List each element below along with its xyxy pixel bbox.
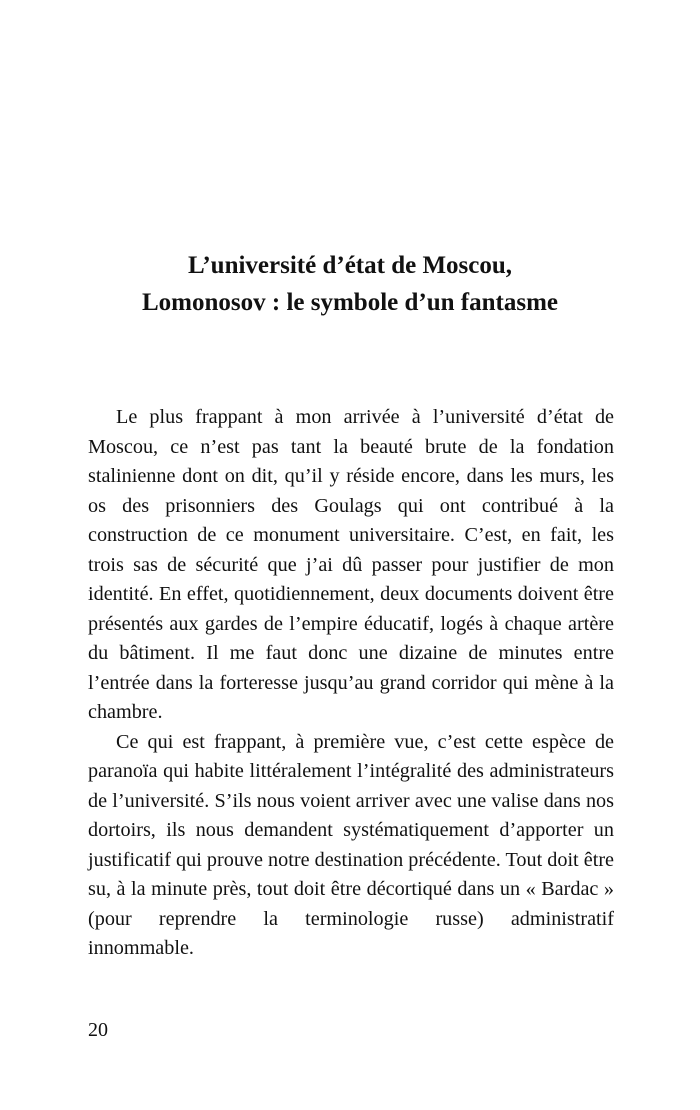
chapter-title-line-1: L’université d’état de Moscou, <box>187 252 513 279</box>
page-number: 20 <box>88 1019 108 1041</box>
body-text <box>88 403 614 964</box>
paragraph-2: Ce qui est frappant, à première vue, c’est cette espèce de paranoïa qui habite littéralement l’intégralité des administrateurs de l’université. S’ils nous voient arriver avec une valise dans nos dortoirs, ils nous demandent systématiquement d’apporter un justificatif qui prouve notre destination précédente. Tout doit être su, à la minute près, tout doit être décortiqué dans un « Bardac » (pour reprendre la terminologie russe) administratif innommable. <box>88 730 614 959</box>
chapter-title-line-2: Lomonosov : le symbole d’un fantasme <box>142 289 558 316</box>
paragraph-1: Le plus frappant à mon arrivée à l’université d’état de Moscou, ce n’est pas tant la beauté brute de la fondation stalinienne dont on dit, qu’il y réside encore, dans les murs, les os des prisonniers des Goulags qui ont contribué à la construction de ce monument universitaire. C’est, en fait, les trois sas de sécurité que j’ai dû passer pour justifier de mon identité. En effet, quotidiennement, deux documents doivent être présentés aux gardes de l’empire éducatif, logés à chaque artère du bâtiment. Il me faut donc une dizaine de minutes entre l’entrée dans la forteresse jusqu’au grand corridor qui mène à la chambre. <box>88 406 614 723</box>
chapter-title <box>60 247 640 321</box>
